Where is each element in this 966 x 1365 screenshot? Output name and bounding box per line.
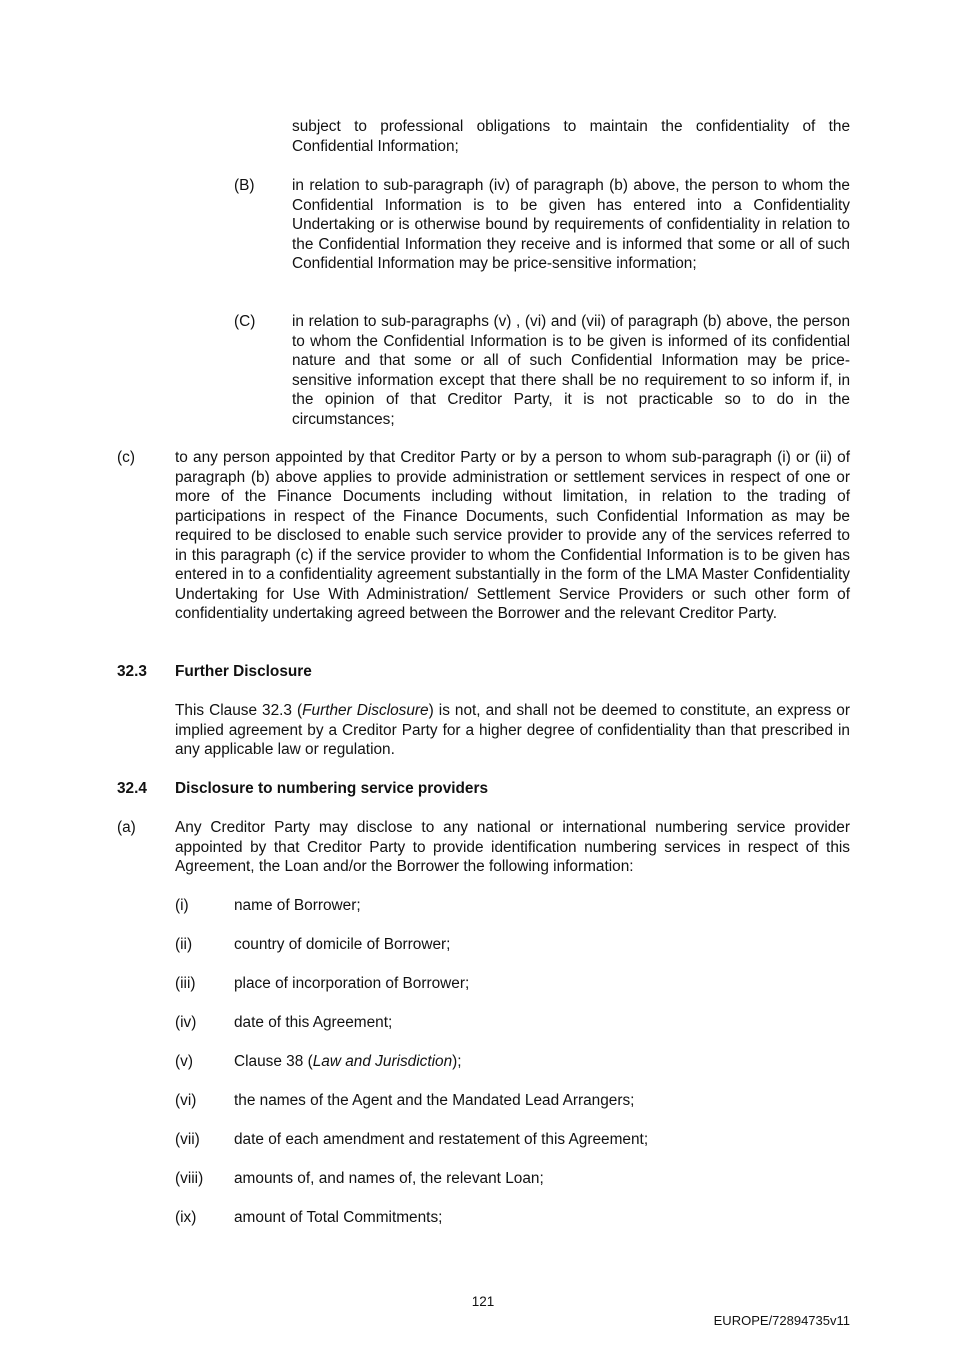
- list-item-text-part2: );: [452, 1053, 462, 1070]
- section-body-32-3-part1: This Clause 32.3 (: [175, 702, 303, 719]
- list-item-text: name of Borrower;: [234, 897, 361, 914]
- section-number-32-4: 32.4: [117, 780, 147, 797]
- paragraph-text-c: to any person appointed by that Creditor Party or by a person to whom sub-paragraph (i) or (ii) of paragraph (b) above applies to provide administration or settlement services in respect of one or more of the Finance Documents including without limitation, in relation to the trading of participations in respect of the Finance Documents, such Confidential Information as may be required to be disclosed to enable such service provider to provide any of the services referred to in this paragraph (c) if the service provider to whom the Confidential Information is to be given has entered in to a confidentiality agreement substantially in the form of the LMA Master Confidentiality Undertaking for Use With Administration/ Settlement Service Providers or such other form of confidentiality undertaking agreed between the Borrower and the relevant Creditor Party.: [175, 449, 850, 622]
- list-item-label: (ii): [175, 936, 193, 953]
- section-heading-32-4: Disclosure to numbering service providers: [175, 780, 489, 797]
- paragraph-text-a: Any Creditor Party may disclose to any national or international numbering service provider appointed by that Creditor Party to provide identification numbering services in respect of this Agreement, the Loan and/or the Borrower the following information:: [175, 819, 850, 875]
- list-item-text: date of this Agreement;: [234, 1014, 393, 1031]
- list-item-label: (v): [175, 1053, 193, 1070]
- section-body-32-3-part2: ) is not, and shall not be deemed to constitute, an express or implied agreement by a Creditor Party for a higher degree of confidentiality than that prescribed in any applicable law or regulation.: [175, 702, 850, 758]
- section-number-32-3: 32.3: [117, 663, 147, 680]
- list-item-label: (iv): [175, 1014, 197, 1031]
- list-item-text: the names of the Agent and the Mandated Lead Arrangers;: [234, 1092, 635, 1109]
- sub-item-label-c: (C): [234, 313, 256, 330]
- list-item-text: amounts of, and names of, the relevant Loan;: [234, 1170, 544, 1187]
- sub-item-text-b: in relation to sub-paragraph (iv) of paragraph (b) above, the person to whom the Confidential Information is to be given has entered into a Confidentiality Undertaking or is otherwise bound by requirements of confidentiality in relation to the Confidential Information they receive and is informed that some or all of such Confidential Information may be price-sensitive information;: [292, 177, 850, 272]
- section-body-32-3-italic: Further Disclosure: [302, 702, 429, 719]
- sub-item-label-b: (B): [234, 177, 255, 194]
- paragraph-label-a: (a): [117, 819, 136, 836]
- sub-item-text-c: in relation to sub-paragraphs (v) , (vi) and (vii) of paragraph (b) above, the person to whom the Confidential Information is to be given is informed of its confidential nature and that some or all of such Confidential Information may be price-sensitive information except that there shall be no requirement to so inform if, in the opinion of that Creditor Party, it is not practicable so to do in the circumstances;: [292, 313, 850, 428]
- list-item-label: (vi): [175, 1092, 197, 1109]
- list-item-label: (i): [175, 897, 189, 914]
- list-item-text-part1: Clause 38 (: [234, 1053, 313, 1070]
- list-item-text-italic: Law and Jurisdiction: [312, 1053, 453, 1070]
- list-item-text: place of incorporation of Borrower;: [234, 975, 470, 992]
- page-number: 121: [471, 1294, 495, 1309]
- list-item-label: (ix): [175, 1209, 197, 1226]
- list-item-text: date of each amendment and restatement of this Agreement;: [234, 1131, 649, 1148]
- section-body-32-3: [175, 701, 850, 760]
- list-item-text: country of domicile of Borrower;: [234, 936, 451, 953]
- list-item-label: (viii): [175, 1170, 204, 1187]
- list-item-text: [234, 1052, 462, 1072]
- paragraph-label-c: (c): [117, 449, 135, 466]
- continuation-paragraph: subject to professional obligations to maintain the confidentiality of the Confidential Information;: [292, 118, 850, 155]
- document-reference: EUROPE/72894735v11: [713, 1313, 850, 1328]
- section-heading-32-3: Further Disclosure: [175, 663, 312, 680]
- list-item-text: amount of Total Commitments;: [234, 1209, 443, 1226]
- list-item-label: (vii): [175, 1131, 200, 1148]
- list-item-label: (iii): [175, 975, 196, 992]
